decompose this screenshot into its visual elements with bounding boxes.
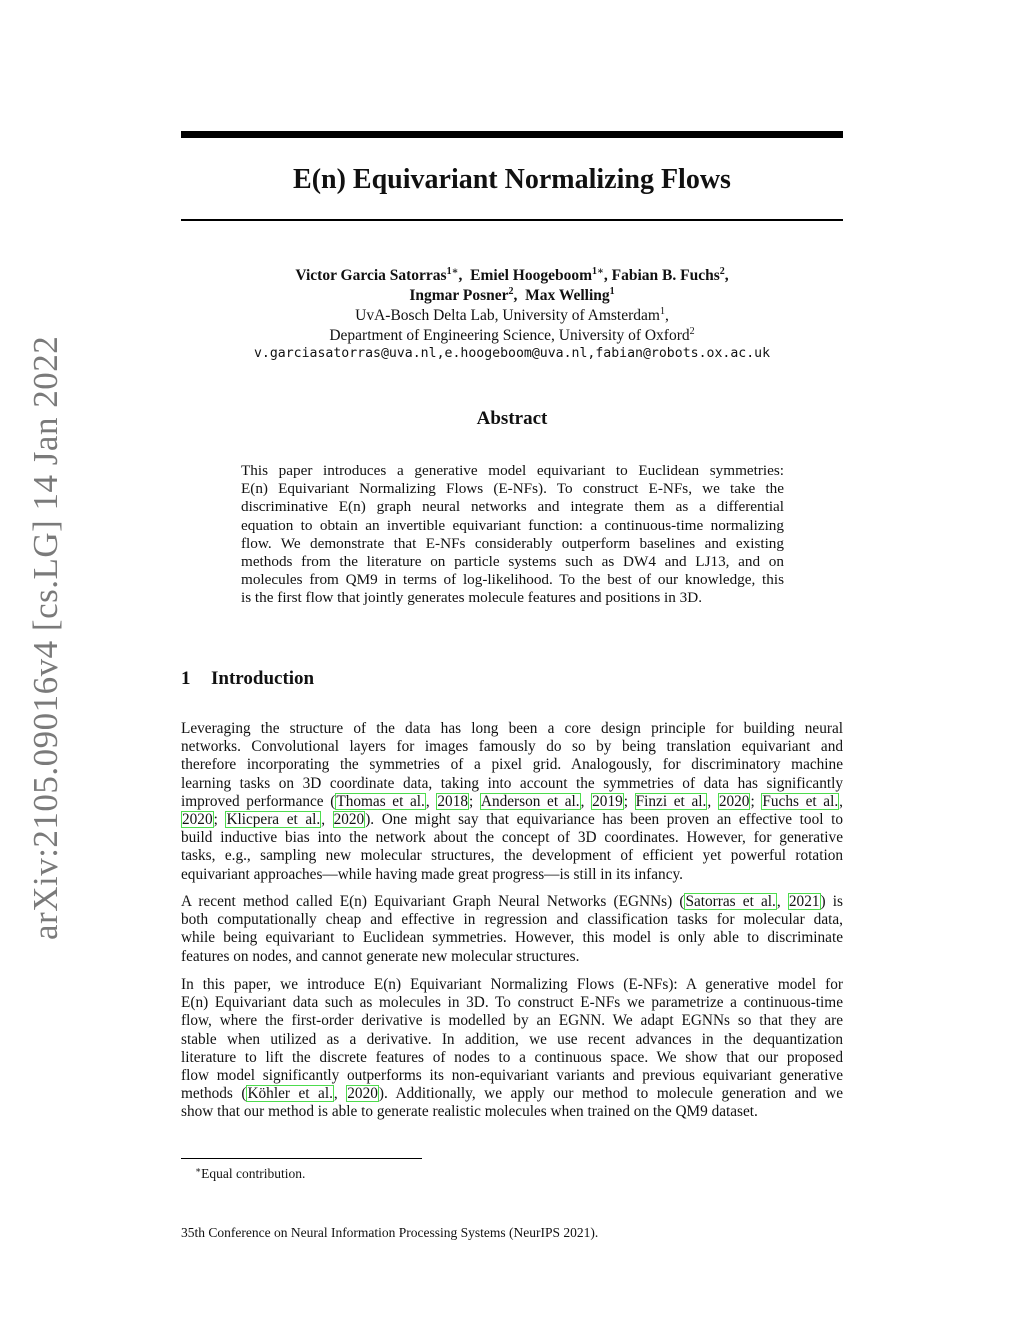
citation-link[interactable]: Finzi et al. (635, 792, 707, 810)
author-name: Fabian B. Fuchs (611, 267, 720, 284)
abstract-line: E(n) Equivariant Normalizing Flows (E-NFs). To construct E-NFs, we take the (241, 480, 784, 498)
author-block (181, 266, 843, 346)
author-name: Emiel Hoogeboom (470, 267, 592, 284)
author-affiliation-mark: 1∗ (591, 266, 604, 277)
citation-link[interactable]: Thomas et al. (336, 792, 425, 810)
abstract-line: flow. We demonstrate that E-NFs considerably outperform baselines and existing (241, 534, 784, 552)
affiliation-line-2 (181, 326, 843, 346)
text-run: ) is (820, 893, 843, 910)
affiliation-mark: 1 (659, 306, 665, 317)
paper-title: E(n) Equivariant Normalizing Flows (293, 164, 731, 195)
paragraph-line: flow, where the first-order derivative is modelled by an EGNN. We adapt EGNNs so that they are (181, 1012, 843, 1030)
paragraph-line: improved performance (Thomas et al., 2018; Anderson et al., 2019; Finzi et al., 2020; Fuchs et al., (181, 792, 843, 810)
section-number: 1 (181, 668, 191, 689)
citation-link[interactable]: Anderson et al. (480, 792, 580, 810)
paragraph-line: Leveraging the structure of the data has long been a core design principle for building neural (181, 720, 843, 737)
paragraph-line: equivariant approaches—while having made great progress—is still in its infancy. (181, 865, 683, 883)
affiliation-text: UvA-Bosch Delta Lab, University of Amsterdam (355, 307, 660, 324)
citation-link[interactable]: Fuchs et al. (762, 792, 839, 810)
affiliation-text: Department of Engineering Science, University of Oxford (329, 327, 690, 344)
author-name: Max Welling (525, 287, 610, 304)
arxiv-stamp: arXiv:2105.09016v4 [cs.LG] 14 Jan 2022 (26, 335, 65, 940)
citation-link[interactable]: Satorras et al. (685, 893, 776, 910)
paragraph-line: A recent method called E(n) Equivariant Graph Neural Networks (EGNNs) (Satorras et al., 2021) is (181, 893, 843, 910)
intro-paragraph-3 (181, 976, 843, 1122)
section-title: Introduction (211, 668, 315, 689)
paragraph-line: E(n) Equivariant data such as molecules in 3D. To construct E-NFs we parametrize a continuous-time (181, 994, 843, 1012)
abstract-line: methods from the literature on particle systems such as DW4 and LJ13, and on (241, 553, 784, 571)
author-line-2: Ingmar Posner$^2$, Max Welling$^1$ (409, 286, 615, 304)
paragraph-line: stable when utilized as a derivative. In addition, we use recent advances in the dequantization (181, 1030, 843, 1048)
paragraph-line: literature to lift the discrete features of nodes to a continuous space. We show that our proposed (181, 1048, 843, 1066)
paragraph-line: 2020; Klicpera et al., 2020). One might say that equivariance has been proven an effective tool to (182, 811, 843, 829)
affiliation-mark: 2 (689, 326, 695, 337)
citation-link[interactable]: Klicpera et al. (226, 811, 321, 829)
footnote-text: Equal contribution. (201, 1166, 306, 1181)
citation-link[interactable]: 2020 (718, 792, 750, 810)
paragraph-line: In this paper, we introduce E(n) Equivariant Normalizing Flows (E-NFs): A generative model for (181, 976, 843, 993)
author-name: Victor Garcia Satorras (295, 267, 447, 284)
citation-link[interactable]: 2020 (182, 811, 213, 829)
title-bottom-rule (181, 219, 843, 221)
abstract-line: molecules from QM9 in terms of log-likelihood. To the best of our knowledge, this (241, 571, 784, 589)
abstract-line: is the first flow that jointly generates molecule features and positions in 3D. (241, 589, 703, 607)
footnote-mark: ∗ (195, 1165, 202, 1175)
title-top-rule (181, 131, 843, 138)
abstract-heading: Abstract (476, 408, 548, 429)
citation-link[interactable]: 2019 (592, 792, 623, 810)
footnote (195, 1162, 305, 1182)
author-affiliation-mark: 1∗ (446, 266, 459, 277)
paragraph-line: build inductive bias into the network about the concept of 3D coordinates. However, for generative (181, 829, 843, 847)
paragraph-line: both computationally cheap and effective in regression and classification tasks for molecular data, (181, 911, 843, 929)
paragraph-line: show that our method is able to generate realistic molecules when trained on the QM9 dataset. (181, 1103, 758, 1121)
abstract-line: This paper introduces a generative model equivariant to Euclidean symmetries: (241, 462, 784, 479)
text-run: methods ( (181, 1085, 247, 1103)
abstract-body (241, 462, 784, 608)
intro-paragraph-1 (181, 720, 843, 884)
paragraph-line: tasks, e.g., sampling new molecular structures, the development of efficient yet powerful rotation (181, 847, 843, 865)
abstract-line: equation to obtain an invertible equivariant function: a continuous-time normalizing (241, 516, 784, 534)
author-line-1: Victor Garcia Satorras$^{1∗}$, Emiel Hoogeboom$^{1∗}$, Fabian B. Fuchs$^2$, (295, 266, 729, 284)
affiliation-line-1: UvA-Bosch Delta Lab, University of Amsterdam$^1$, (355, 306, 669, 324)
paragraph-line: methods (Köhler et al., 2020). Additionally, we apply our method to molecule generation and we (181, 1085, 843, 1103)
paragraph-line: features on nodes, and cannot generate new molecular structures. (181, 947, 580, 965)
paragraph-line: flow model significantly outperforms its non-equivariant variants and previous equivariant generative (181, 1067, 843, 1085)
citation-link[interactable]: Köhler et al. (247, 1085, 333, 1103)
citation-link[interactable]: 2018 (437, 792, 468, 810)
section-heading (181, 668, 314, 690)
author-emails: v.garciasatorras@uva.nl,e.hoogeboom@uva.nl,fabian@robots.ox.ac.uk (253, 346, 771, 361)
text-run: A recent method called E(n) Equivariant Graph Neural Networks (EGNNs) ( (181, 893, 685, 910)
paragraph-line: while being equivariant to Euclidean symmetries. However, this model is only able to discriminate (181, 929, 843, 947)
citation-link[interactable]: 2021 (788, 893, 820, 910)
citation-link[interactable]: 2020 (333, 811, 365, 829)
abstract-line: discriminative E(n) graph neural networks and integrate them as a differential (241, 498, 784, 516)
author-affiliation-mark: 2 (719, 266, 725, 277)
footnote-rule (181, 1158, 422, 1159)
author-affiliation-mark: 1 (609, 286, 615, 297)
author-name: Ingmar Posner (409, 287, 509, 304)
text-run: ). Additionally, we apply our method to molecule generation and we (378, 1085, 843, 1103)
citation-link[interactable]: 2020 (347, 1085, 378, 1103)
text-run: improved performance ( (181, 792, 336, 810)
author-affiliation-mark: 2 (508, 286, 514, 297)
venue-notice: 35th Conference on Neural Information Processing Systems (NeurIPS 2021). (181, 1225, 599, 1240)
intro-paragraph-2 (181, 893, 843, 966)
paragraph-line: learning tasks on 3D coordinate data, taking into account the symmetries of data has significantly (181, 774, 843, 792)
paragraph-line: therefore incorporating the symmetries of a pixel grid. Analogously, for discriminatory machine (181, 756, 843, 774)
paragraph-line: networks. Convolutional layers for images famously do so by being translation equivariant and (181, 738, 843, 756)
text-run: ). One might say that equivariance has been proven an effective tool to (365, 811, 843, 829)
